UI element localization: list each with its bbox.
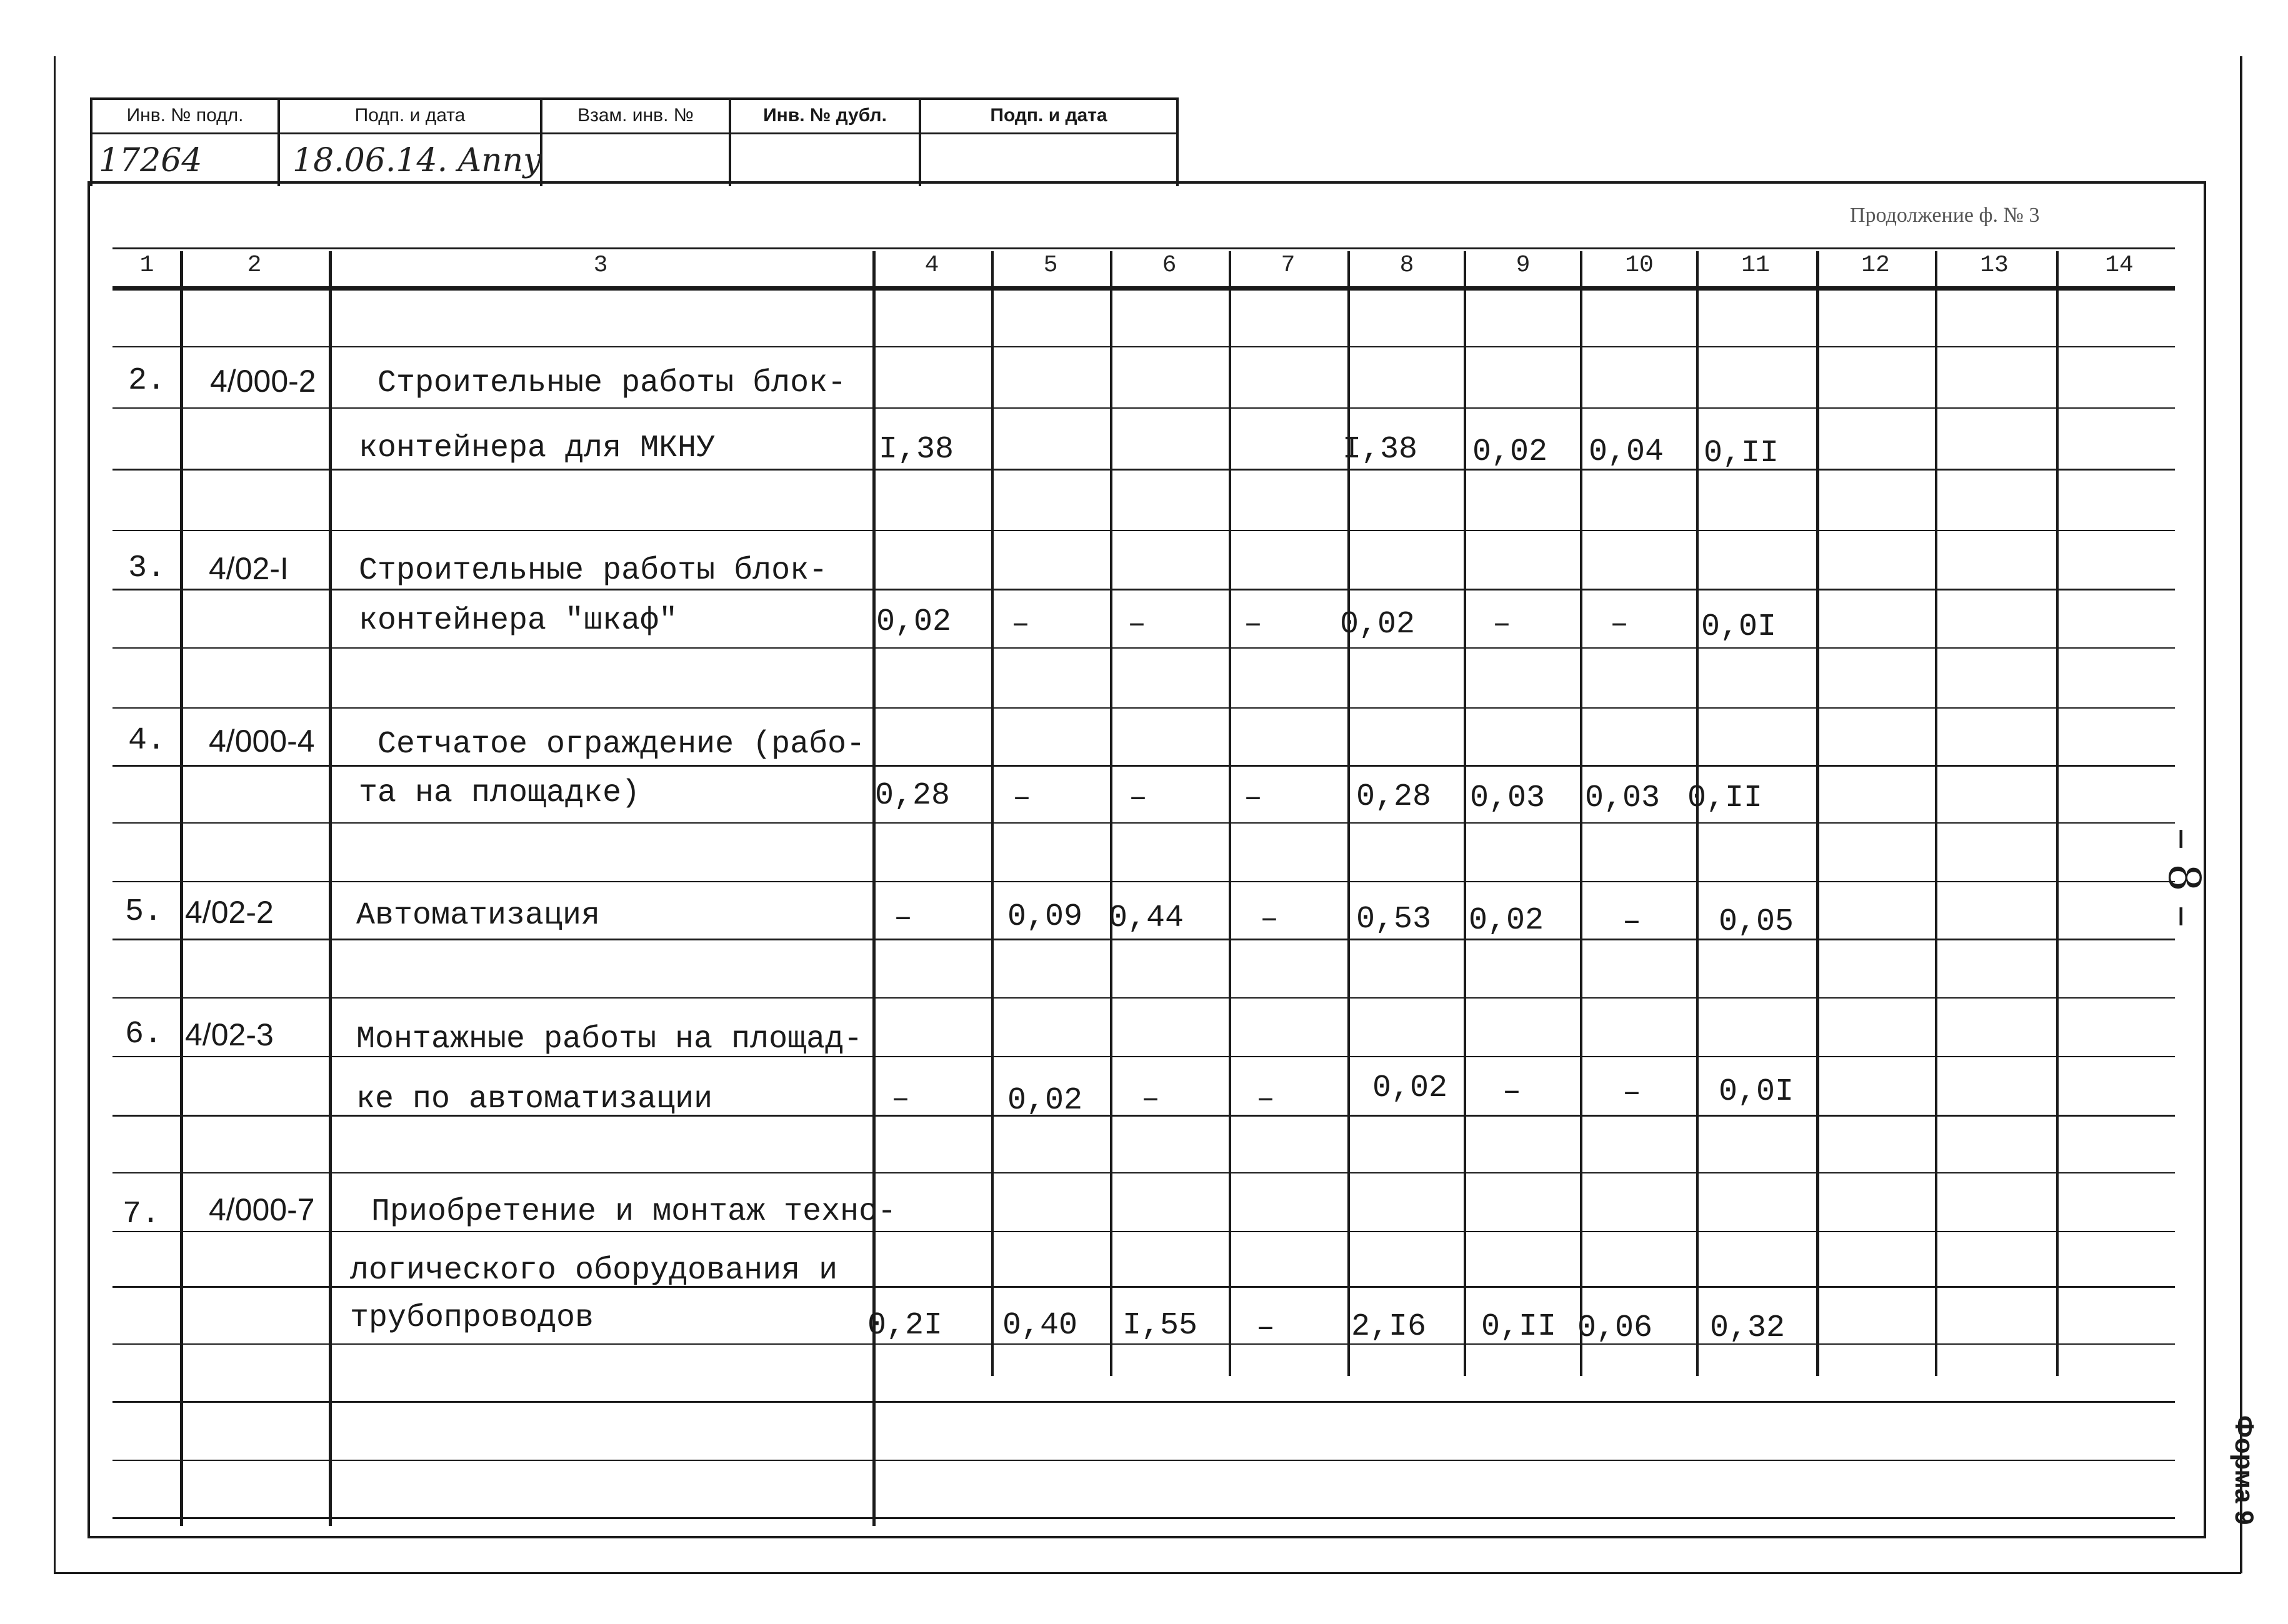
value-col5: 0,02 bbox=[1007, 1083, 1083, 1118]
value-col4: 0,02 bbox=[876, 604, 952, 640]
stamp-header-podp-data-2: Подп. и дата bbox=[990, 105, 1107, 126]
stamp-header-inv-podl: Инв. № подл. bbox=[126, 105, 244, 126]
value-col5: – bbox=[1012, 780, 1032, 816]
value-col11: 0,32 bbox=[1710, 1310, 1786, 1346]
value-col9: 0,02 bbox=[1472, 434, 1548, 470]
row-description-line-3: трубопроводов bbox=[350, 1300, 594, 1336]
column-number-14: 14 bbox=[2105, 252, 2134, 279]
value-col6: – bbox=[1127, 607, 1147, 642]
value-col10: 0,03 bbox=[1585, 780, 1661, 816]
value-col11: 0,0I bbox=[1719, 1074, 1794, 1110]
value-col5: 0,09 bbox=[1007, 899, 1083, 935]
continuation-label: Продолжение ф. № 3 bbox=[1850, 204, 2040, 227]
value-col7: – bbox=[1260, 902, 1279, 937]
row-description-line-2: контейнера для МКНУ bbox=[359, 431, 716, 466]
stamp-header-podp-data: Подп. и дата bbox=[354, 105, 466, 126]
value-col9: 0,II bbox=[1481, 1309, 1557, 1345]
col-line-2 bbox=[329, 251, 332, 1526]
value-col8: I,38 bbox=[1342, 432, 1418, 467]
value-col7: – bbox=[1256, 1310, 1276, 1346]
column-number-6: 6 bbox=[1162, 252, 1177, 279]
row-number: 2. bbox=[128, 363, 166, 399]
frame-left bbox=[87, 181, 90, 1537]
value-col8: 2,I6 bbox=[1351, 1309, 1427, 1345]
value-col11: 0,II bbox=[1704, 436, 1779, 471]
outer-left-border bbox=[54, 56, 56, 1573]
value-col10: 0,04 bbox=[1589, 434, 1664, 470]
value-col6: 0,44 bbox=[1109, 900, 1184, 936]
col-line-7 bbox=[1347, 251, 1350, 1376]
value-col8: 0,02 bbox=[1372, 1070, 1448, 1106]
stamp-right-line bbox=[1176, 97, 1179, 186]
row-line bbox=[112, 647, 2175, 649]
row-line bbox=[112, 530, 2175, 531]
value-col10: 0,06 bbox=[1577, 1310, 1653, 1346]
row-code: 4/000-4 bbox=[209, 724, 315, 759]
value-col4: I,38 bbox=[879, 432, 954, 467]
stamp-mid-line bbox=[90, 132, 1179, 134]
row-line bbox=[112, 407, 2175, 409]
value-col5: – bbox=[1011, 607, 1031, 642]
col-line-11 bbox=[1816, 251, 1819, 1376]
value-col4: – bbox=[894, 900, 913, 936]
stamp-signature-date: 18.06.14. Anny bbox=[292, 142, 542, 179]
row-line bbox=[112, 346, 2175, 347]
row-description-line-1: Приобретение и монтаж техно- bbox=[371, 1194, 897, 1230]
column-number-10: 10 bbox=[1625, 252, 1654, 279]
column-number-11: 11 bbox=[1741, 252, 1770, 279]
value-col7: – bbox=[1244, 607, 1263, 642]
frame-bottom bbox=[87, 1536, 2206, 1538]
row-line bbox=[112, 881, 2175, 882]
stamp-inv-number: 17264 bbox=[99, 142, 202, 179]
row-line bbox=[112, 469, 2175, 471]
value-col4: – bbox=[891, 1082, 911, 1117]
outer-bottom-border bbox=[54, 1572, 2241, 1574]
value-col8: 0,02 bbox=[1340, 607, 1416, 642]
row-line bbox=[112, 997, 2175, 999]
row-number: 3. bbox=[128, 550, 166, 586]
row-code: 4/02-2 bbox=[185, 895, 274, 930]
value-col10: – bbox=[1622, 1075, 1642, 1111]
column-number-1: 1 bbox=[139, 252, 154, 279]
value-col6: I,55 bbox=[1122, 1308, 1198, 1343]
column-number-3: 3 bbox=[593, 252, 608, 279]
value-col10: – bbox=[1610, 607, 1629, 642]
outer-right-border bbox=[2240, 56, 2242, 1573]
page-number: – 8 – bbox=[2159, 828, 2210, 928]
column-header-separator bbox=[112, 286, 2175, 291]
form-label: Форма 9 bbox=[2230, 1415, 2259, 1525]
value-col9: 0,02 bbox=[1469, 903, 1544, 939]
row-description-line-1: Монтажные работы на площад- bbox=[356, 1022, 863, 1057]
row-description-line-1: Автоматизация bbox=[356, 898, 601, 934]
column-number-2: 2 bbox=[247, 252, 262, 279]
row-code: 4/02-3 bbox=[185, 1017, 274, 1052]
row-description-line-1: Строительные работы блок- bbox=[377, 366, 847, 401]
value-col5: 0,40 bbox=[1002, 1308, 1078, 1343]
col-line-6 bbox=[1229, 251, 1231, 1376]
row-line bbox=[112, 1517, 2175, 1519]
column-number-5: 5 bbox=[1043, 252, 1058, 279]
column-number-4: 4 bbox=[924, 252, 939, 279]
row-line bbox=[112, 939, 2175, 940]
row-description-line-2: та на площадке) bbox=[359, 775, 641, 811]
col-line-5 bbox=[1110, 251, 1112, 1376]
value-col4: 0,28 bbox=[875, 778, 951, 814]
value-col8: 0,28 bbox=[1356, 779, 1432, 815]
value-col9: – bbox=[1492, 607, 1512, 642]
value-col8: 0,53 bbox=[1356, 902, 1432, 937]
stamp-header-inv-dubl: Инв. № дубл. bbox=[763, 105, 887, 126]
col-line-1 bbox=[180, 251, 183, 1526]
value-col6: – bbox=[1129, 780, 1148, 816]
value-col11: 0,0I bbox=[1701, 609, 1777, 645]
column-number-7: 7 bbox=[1281, 252, 1296, 279]
row-code: 4/000-7 bbox=[209, 1192, 315, 1227]
row-line bbox=[112, 765, 2175, 767]
row-line bbox=[112, 1172, 2175, 1173]
stamp-header-vzam-inv: Взам. инв. № bbox=[577, 105, 694, 126]
row-line bbox=[112, 822, 2175, 824]
column-number-13: 13 bbox=[1980, 252, 2009, 279]
row-number: 6. bbox=[125, 1017, 163, 1052]
col-line-12 bbox=[1935, 251, 1937, 1376]
value-col10: – bbox=[1622, 904, 1642, 940]
row-code: 4/000-2 bbox=[210, 364, 316, 399]
value-col4: 0,2I bbox=[867, 1308, 943, 1343]
row-line bbox=[112, 707, 2175, 709]
column-number-8: 8 bbox=[1399, 252, 1414, 279]
value-col6: – bbox=[1141, 1082, 1161, 1117]
row-description-line-2: ке по автоматизации bbox=[356, 1082, 713, 1117]
row-line bbox=[112, 1460, 2175, 1461]
value-col11: 0,05 bbox=[1719, 904, 1794, 940]
column-number-9: 9 bbox=[1516, 252, 1531, 279]
value-col9: – bbox=[1502, 1074, 1522, 1110]
row-number: 5. bbox=[125, 894, 163, 930]
value-col7: – bbox=[1244, 780, 1263, 816]
value-col9: 0,03 bbox=[1470, 780, 1546, 816]
frame-top bbox=[87, 181, 2206, 184]
row-description-line-2: контейнера "шкаф" bbox=[359, 603, 678, 639]
value-col11: 0,II bbox=[1687, 780, 1763, 816]
row-description-line-1: Сетчатое ограждение (рабо- bbox=[377, 727, 866, 762]
row-line bbox=[112, 1231, 2175, 1232]
row-number: 7. bbox=[122, 1197, 161, 1232]
row-description-line-2: логического оборудования и bbox=[350, 1253, 838, 1288]
row-code: 4/02-I bbox=[209, 551, 289, 586]
row-description-line-1: Строительные работы блок- bbox=[359, 553, 828, 589]
col-line-4 bbox=[991, 251, 994, 1376]
col-line-8 bbox=[1464, 251, 1466, 1376]
col-line-13 bbox=[2056, 251, 2059, 1376]
row-line bbox=[112, 1401, 2175, 1403]
column-number-12: 12 bbox=[1861, 252, 1890, 279]
col-line-9 bbox=[1580, 251, 1582, 1376]
value-col7: – bbox=[1256, 1082, 1276, 1117]
row-number: 4. bbox=[128, 723, 166, 759]
